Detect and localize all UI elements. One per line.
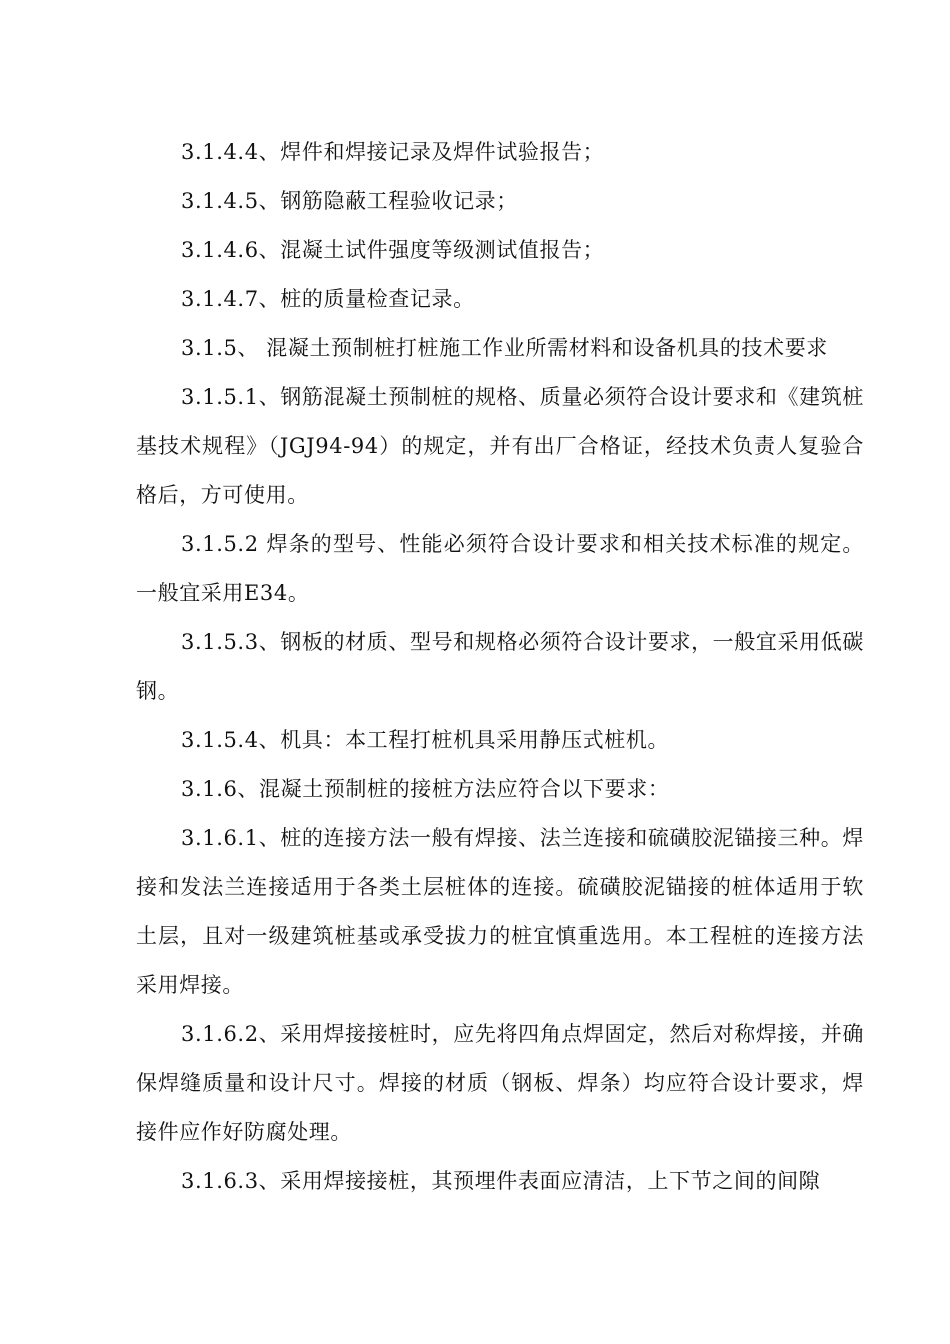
paragraph-3-1-5-4: 3.1.5.4、机具：本工程打桩机具采用静压式桩机。 bbox=[181, 728, 670, 752]
paragraph-3-1-5: 3.1.5、 混凝土预制桩打桩施工作业所需材料和设备机具的技术要求 bbox=[181, 336, 828, 360]
paragraph-3-1-4-6: 3.1.4.6、混凝土试件强度等级测试值报告； bbox=[181, 238, 605, 262]
paragraph-3-1-4-4: 3.1.4.4、焊件和焊接记录及焊件试验报告； bbox=[181, 140, 605, 164]
paragraph-3-1-5-1: 3.1.5.1、钢筋混凝土预制桩的规格、质量必须符合设计要求和《建筑桩基技术规程》（JGJ94-94）的规定，并有出厂合格证，经技术负责人复验合格后，方可使用。 bbox=[136, 385, 864, 507]
paragraph-3-1-6-2: 3.1.6.2、采用焊接接桩时，应先将四角点焊固定，然后对称焊接，并确保焊缝质量和设计尺寸。焊接的材质（钢板、焊条）均应符合设计要求，焊接件应作好防腐处理。 bbox=[136, 1022, 864, 1144]
paragraph-3-1-5-2: 3.1.5.2 焊条的型号、性能必须符合设计要求和相关技术标准的规定。一般宜采用E34。 bbox=[136, 532, 864, 605]
paragraph-3-1-6-3: 3.1.6.3、采用焊接接桩，其预埋件表面应清洁，上下节之间的间隙 bbox=[181, 1169, 821, 1193]
paragraph-3-1-6: 3.1.6、混凝土预制桩的接桩方法应符合以下要求： bbox=[181, 777, 670, 801]
paragraph-3-1-4-7: 3.1.4.7、桩的质量检查记录。 bbox=[181, 287, 475, 311]
paragraph-3-1-6-1: 3.1.6.1、桩的连接方法一般有焊接、法兰连接和硫磺胶泥锚接三种。焊接和发法兰连接适用于各类土层桩体的连接。硫磺胶泥锚接的桩体适用于软土层，且对一级建筑桩基或承受拔力的桩宜慎重选用。本工程桩的连接方法采用焊接。 bbox=[136, 826, 864, 997]
document-body bbox=[136, 128, 864, 1206]
paragraph-3-1-5-3: 3.1.5.3、钢板的材质、型号和规格必须符合设计要求，一般宜采用低碳钢。 bbox=[136, 630, 864, 703]
paragraph-3-1-4-5: 3.1.4.5、钢筋隐蔽工程验收记录； bbox=[181, 189, 518, 213]
